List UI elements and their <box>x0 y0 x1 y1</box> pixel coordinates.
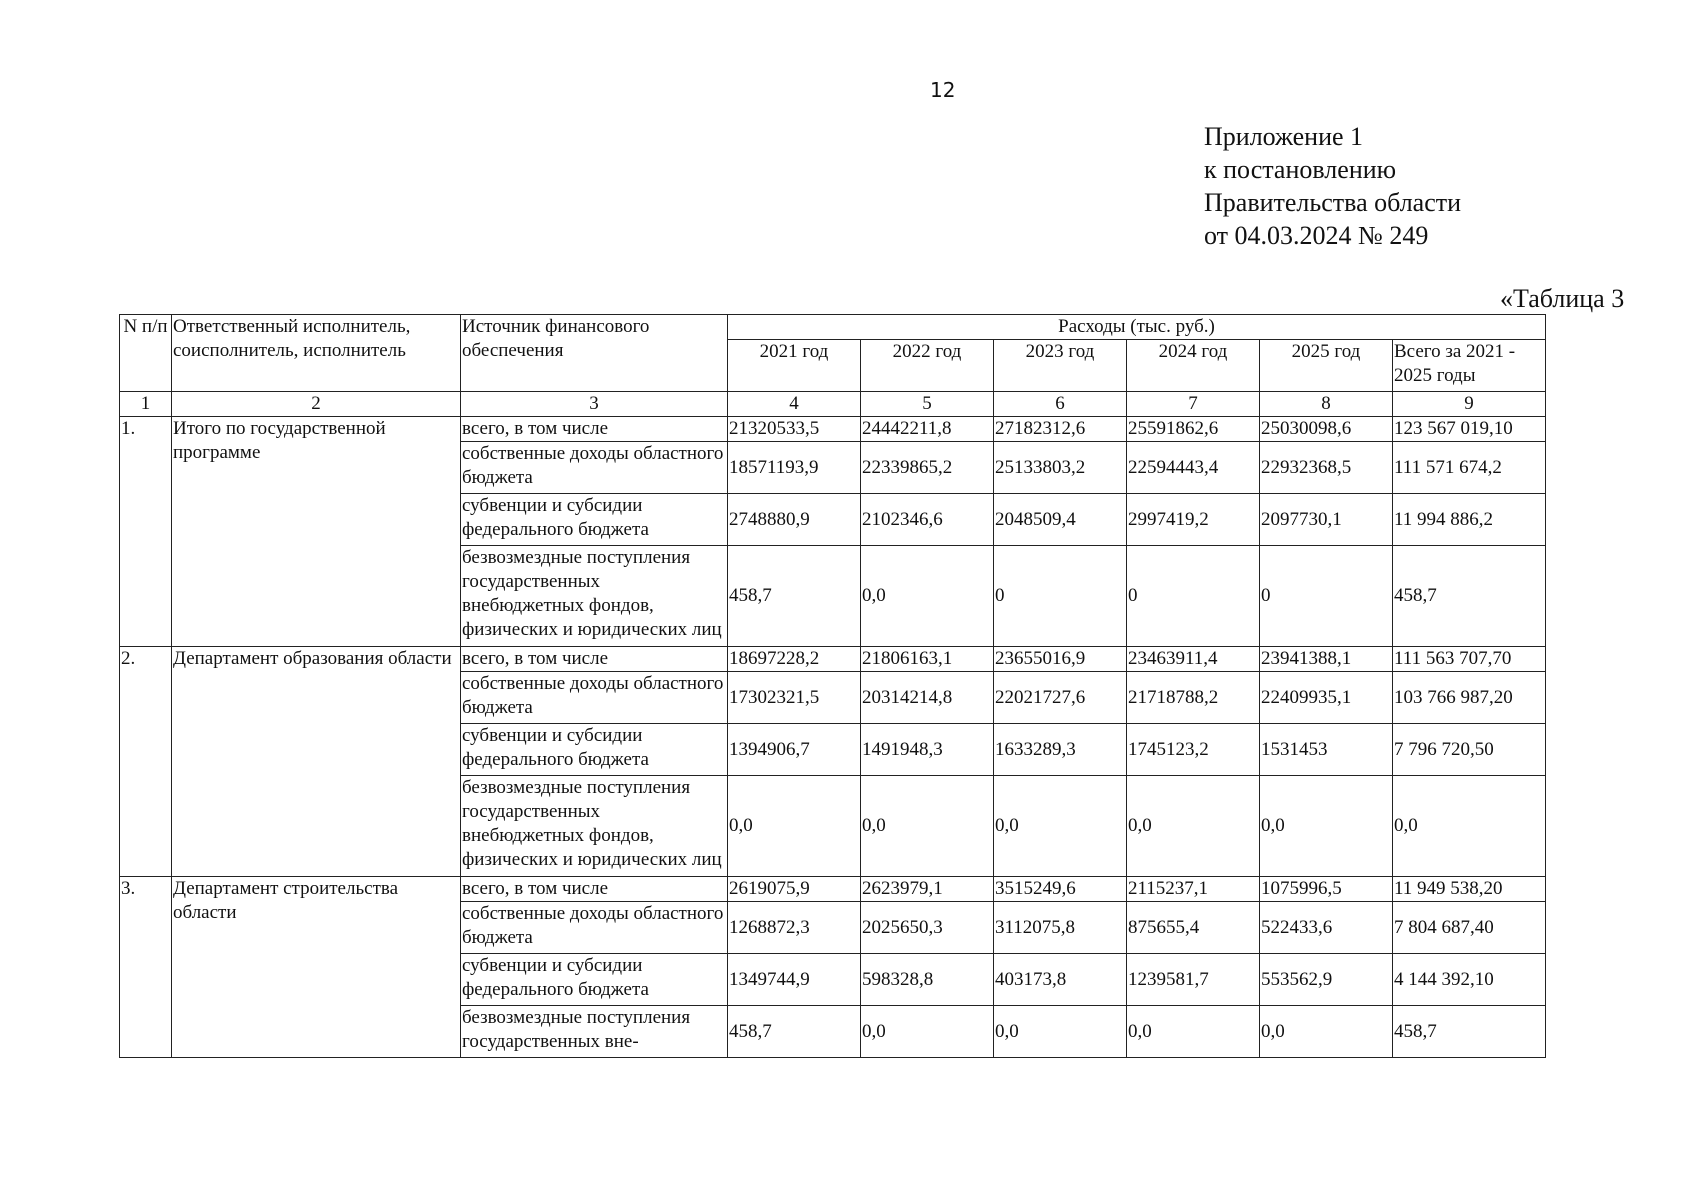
table-row <box>120 877 1546 902</box>
value-cell: 875655,4 <box>1127 902 1260 954</box>
header-year: 2021 год <box>728 340 861 392</box>
total-cell: 11 994 886,2 <box>1393 494 1546 546</box>
source-cell: собственные доходы областного бюджета <box>461 442 728 494</box>
value-cell: 20314214,8 <box>861 672 994 724</box>
value-cell: 2997419,2 <box>1127 494 1260 546</box>
value-cell: 0,0 <box>861 776 994 877</box>
value-cell: 22409935,1 <box>1260 672 1393 724</box>
value-cell: 1491948,3 <box>861 724 994 776</box>
header-year: 2022 год <box>861 340 994 392</box>
value-cell: 27182312,6 <box>994 417 1127 442</box>
value-cell: 2619075,9 <box>728 877 861 902</box>
value-cell: 403173,8 <box>994 954 1127 1006</box>
column-number: 3 <box>461 392 728 417</box>
header-year: 2023 год <box>994 340 1127 392</box>
header-no: N п/п <box>120 315 172 392</box>
value-cell: 22021727,6 <box>994 672 1127 724</box>
value-cell: 21806163,1 <box>861 647 994 672</box>
value-cell: 0 <box>994 546 1127 647</box>
source-cell: безвозмездные поступления государственных внебюджетных фондов, физических и юридических лиц <box>461 546 728 647</box>
total-cell: 11 949 538,20 <box>1393 877 1546 902</box>
value-cell: 598328,8 <box>861 954 994 1006</box>
value-cell: 23463911,4 <box>1127 647 1260 672</box>
total-cell: 0,0 <box>1393 776 1546 877</box>
appendix-line: к постановлению <box>1204 155 1397 184</box>
value-cell: 25030098,6 <box>1260 417 1393 442</box>
header-year: 2025 год <box>1260 340 1393 392</box>
column-number: 8 <box>1260 392 1393 417</box>
table-row <box>120 417 1546 442</box>
source-cell: субвенции и субсидии федерального бюджета <box>461 724 728 776</box>
value-cell: 1745123,2 <box>1127 724 1260 776</box>
value-cell: 1075996,5 <box>1260 877 1393 902</box>
value-cell: 1394906,7 <box>728 724 861 776</box>
value-cell: 2623979,1 <box>861 877 994 902</box>
row-number: 3. <box>120 877 172 1058</box>
value-cell: 0,0 <box>1127 1006 1260 1058</box>
value-cell: 0,0 <box>1127 776 1260 877</box>
value-cell: 2748880,9 <box>728 494 861 546</box>
value-cell: 1633289,3 <box>994 724 1127 776</box>
source-cell: субвенции и субсидии федерального бюджета <box>461 954 728 1006</box>
value-cell: 22339865,2 <box>861 442 994 494</box>
value-cell: 21718788,2 <box>1127 672 1260 724</box>
value-cell: 1349744,9 <box>728 954 861 1006</box>
total-cell: 458,7 <box>1393 1006 1546 1058</box>
total-cell: 111 571 674,2 <box>1393 442 1546 494</box>
source-cell: всего, в том числе <box>461 647 728 672</box>
value-cell: 0,0 <box>861 546 994 647</box>
header-total: Всего за 2021 - 2025 годы <box>1393 340 1546 392</box>
value-cell: 0,0 <box>1260 1006 1393 1058</box>
value-cell: 17302321,5 <box>728 672 861 724</box>
appendix-line: Правительства области <box>1204 188 1462 217</box>
total-cell: 458,7 <box>1393 546 1546 647</box>
value-cell: 2048509,4 <box>994 494 1127 546</box>
source-cell: всего, в том числе <box>461 417 728 442</box>
value-cell: 1268872,3 <box>728 902 861 954</box>
value-cell: 2025650,3 <box>861 902 994 954</box>
total-cell: 103 766 987,20 <box>1393 672 1546 724</box>
value-cell: 522433,6 <box>1260 902 1393 954</box>
row-number: 2. <box>120 647 172 877</box>
value-cell: 3112075,8 <box>994 902 1127 954</box>
source-cell: субвенции и субсидии федерального бюджета <box>461 494 728 546</box>
value-cell: 458,7 <box>728 546 861 647</box>
value-cell: 1531453 <box>1260 724 1393 776</box>
value-cell: 0 <box>1260 546 1393 647</box>
page-number: 12 <box>930 78 956 102</box>
value-cell: 2102346,6 <box>861 494 994 546</box>
total-cell: 7 804 687,40 <box>1393 902 1546 954</box>
value-cell: 3515249,6 <box>994 877 1127 902</box>
value-cell: 23941388,1 <box>1260 647 1393 672</box>
source-cell: собственные доходы областного бюджета <box>461 902 728 954</box>
executor-cell: Департамент строительства области <box>172 877 461 1058</box>
appendix-line: Приложение 1 <box>1204 122 1364 151</box>
column-number: 1 <box>120 392 172 417</box>
value-cell: 0,0 <box>994 1006 1127 1058</box>
header-expenses: Расходы (тыс. руб.) <box>728 315 1546 340</box>
column-number: 5 <box>861 392 994 417</box>
value-cell: 18697228,2 <box>728 647 861 672</box>
total-cell: 111 563 707,70 <box>1393 647 1546 672</box>
value-cell: 24442211,8 <box>861 417 994 442</box>
value-cell: 458,7 <box>728 1006 861 1058</box>
value-cell: 25133803,2 <box>994 442 1127 494</box>
header-year: 2024 год <box>1127 340 1260 392</box>
source-cell: всего, в том числе <box>461 877 728 902</box>
value-cell: 0 <box>1127 546 1260 647</box>
source-cell: безвозмездные поступления государственных внебюджетных фондов, физических и юридических лиц <box>461 776 728 877</box>
column-number: 9 <box>1393 392 1546 417</box>
executor-cell: Департамент образования области <box>172 647 461 877</box>
table-row <box>120 647 1546 672</box>
column-number: 2 <box>172 392 461 417</box>
source-cell: собственные доходы областного бюджета <box>461 672 728 724</box>
value-cell: 2097730,1 <box>1260 494 1393 546</box>
column-number: 6 <box>994 392 1127 417</box>
total-cell: 7 796 720,50 <box>1393 724 1546 776</box>
value-cell: 0,0 <box>861 1006 994 1058</box>
total-cell: 123 567 019,10 <box>1393 417 1546 442</box>
row-number: 1. <box>120 417 172 647</box>
value-cell: 0,0 <box>728 776 861 877</box>
expenses-table <box>119 314 1546 1058</box>
value-cell: 22594443,4 <box>1127 442 1260 494</box>
source-cell: безвозмездные поступления государственных вне- <box>461 1006 728 1058</box>
header-executor: Ответственный исполнитель, соисполнитель, исполнитель <box>172 315 461 392</box>
value-cell: 0,0 <box>994 776 1127 877</box>
table-caption: «Таблица 3 <box>1500 284 1625 313</box>
column-number: 4 <box>728 392 861 417</box>
column-number: 7 <box>1127 392 1260 417</box>
value-cell: 0,0 <box>1260 776 1393 877</box>
value-cell: 2115237,1 <box>1127 877 1260 902</box>
appendix-block <box>1204 120 1461 252</box>
value-cell: 1239581,7 <box>1127 954 1260 1006</box>
value-cell: 553562,9 <box>1260 954 1393 1006</box>
value-cell: 18571193,9 <box>728 442 861 494</box>
value-cell: 23655016,9 <box>994 647 1127 672</box>
value-cell: 21320533,5 <box>728 417 861 442</box>
value-cell: 22932368,5 <box>1260 442 1393 494</box>
total-cell: 4 144 392,10 <box>1393 954 1546 1006</box>
value-cell: 25591862,6 <box>1127 417 1260 442</box>
executor-cell: Итого по государственной программе <box>172 417 461 647</box>
header-source: Источник финансового обеспечения <box>461 315 728 392</box>
appendix-line: от 04.03.2024 № 249 <box>1204 221 1429 250</box>
